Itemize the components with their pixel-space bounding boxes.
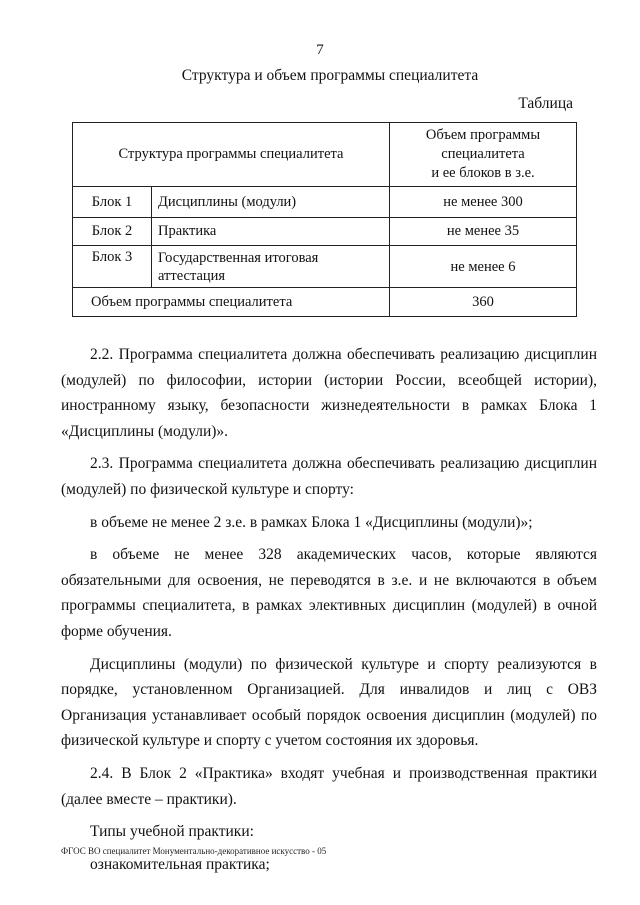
paragraph: 2.2. Программа специалитета должна обеспечивать реализацию дисциплин (модулей) по философии, истории (истории России, всеобщей истории), иностранному языку, безопасности жизнедеятельности в рамках Блока 1 «Дисциплины (модули)». [61,346,597,440]
block-name-cell: Дисциплины (модули) [152,187,390,218]
table-row [73,218,577,246]
page-number: 7 [316,42,324,58]
block-cell: Блок 3 [73,246,152,288]
table-row [73,187,577,218]
block-volume-cell: не менее 300 [390,187,577,218]
header-volume-line: Объем программы [425,127,541,143]
block-name-cell: Государственная итоговая аттестация [152,246,390,288]
table-row [73,246,577,288]
paragraph: Дисциплины (модули) по физической культуре и спорту реализуются в порядке, установленном Организацией. Для инвалидов и лиц с ОВЗ Организация устанавливает особый порядок освоения дисциплин (модулей) по физической культуре и спорту с учетом состояния их здоровья. [61,655,597,750]
header-volume-cell [390,123,577,187]
table-header-row [73,123,577,187]
block-volume-cell: не менее 6 [390,246,577,288]
block-volume-cell: не менее 35 [390,218,577,246]
header-structure-cell: Структура программы специалитета [73,123,390,187]
footer-note: ФГОС ВО специалитет Монументально-декоративное искусство - 05 [61,846,327,856]
paragraph: 2.4. В Блок 2 «Практика» входят учебная и производственная практики (далее вместе – практики). [61,764,597,808]
paragraph: ознакомительная практика; [90,855,270,873]
block-cell: Блок 1 [73,187,152,218]
paragraph: Типы учебной практики: [90,823,254,841]
table-total-row [73,288,577,317]
header-volume-line: и ее блоков в з.е. [431,165,535,181]
total-label-cell: Объем программы специалитета [73,288,390,317]
block-cell: Блок 2 [73,218,152,246]
paragraph: в объеме не менее 328 академических часов, которые являются обязательными для освоения, не переводятся в з.е. и не включаются в объем программы специалитета, в рамках элективных дисциплин (модулей) в очной форме обучения. [61,546,597,640]
body-text [61,342,597,877]
program-structure-table [72,122,577,317]
section-title: Структура и объем программы специалитета [181,67,479,84]
paragraph: 2.3. Программа специалитета должна обеспечивать реализацию дисциплин (модулей) по физической культуре и спорту: [61,455,597,498]
table-label: Таблица [518,95,573,112]
header-volume-line: специалитета [441,146,525,162]
paragraph: в объеме не менее 2 з.е. в рамках Блока 1 «Дисциплины (модули)»; [90,513,533,531]
block-name-cell: Практика [152,218,390,246]
total-volume-cell: 360 [390,288,577,317]
